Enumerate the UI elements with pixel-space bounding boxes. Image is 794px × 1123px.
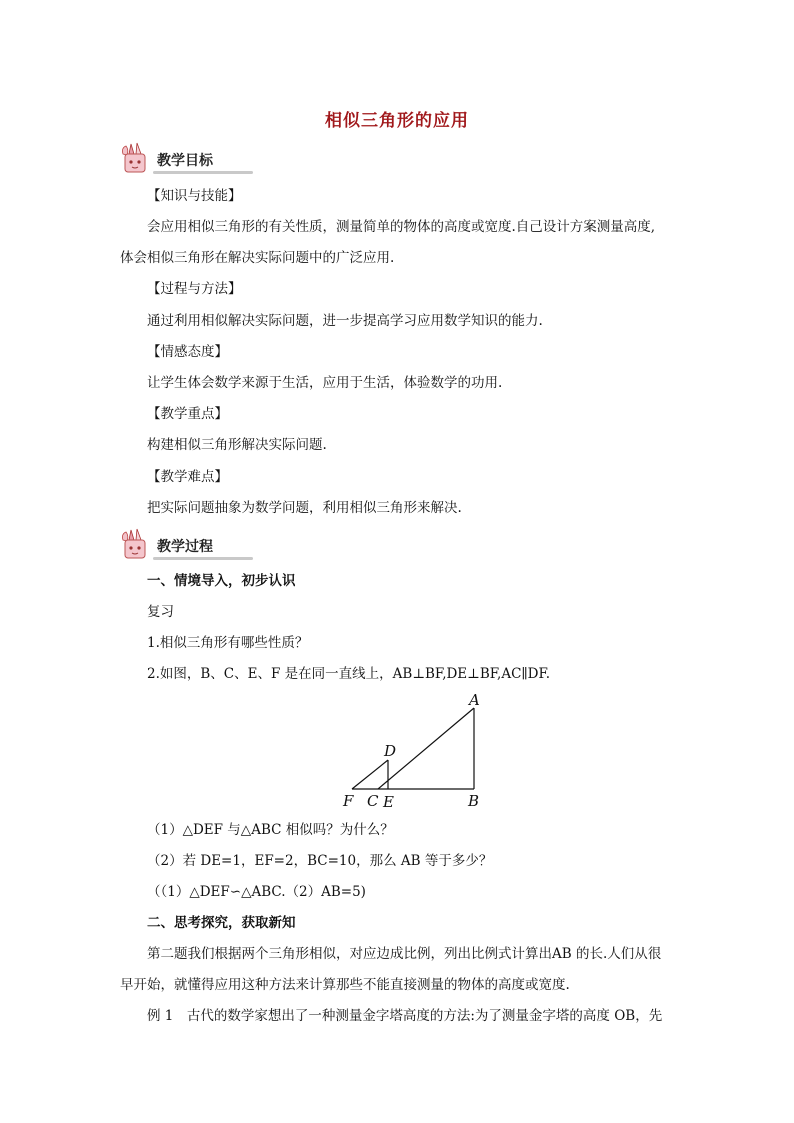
sub-question-2: （2）若 DE=1，EF=2，BC=10，那么 AB 等于多少？ xyxy=(147,853,493,869)
knowledge-line-1: 会应用相似三角形的有关性质，测量简单的物体的高度或宽度.自己设计方案测量高度, xyxy=(147,219,656,235)
triangle-diagram xyxy=(338,690,498,814)
answer-text: （（1）△DEF∽△ABC.（2）AB=5) xyxy=(147,884,366,900)
question-1: 1.相似三角形有哪些性质？ xyxy=(147,635,309,651)
label-e: E xyxy=(383,793,394,811)
section-label-objectives: 教学目标 xyxy=(157,153,213,169)
part1-heading: 一、情境导入，初步认识 xyxy=(147,573,296,589)
pencil-cup-icon xyxy=(117,526,155,562)
label-f: F xyxy=(343,792,354,810)
label-b: B xyxy=(468,792,480,810)
label-a: A xyxy=(469,691,480,709)
process-text: 通过利用相似解决实际问题，进一步提高学习应用数学知识的能力. xyxy=(147,313,543,329)
attitude-heading: 【情感态度】 xyxy=(147,344,228,360)
knowledge-line-2: 体会相似三角形在解决实际问题中的广泛应用. xyxy=(120,250,395,266)
part2-heading: 二、思考探究，获取新知 xyxy=(147,915,296,931)
section-label-process: 教学过程 xyxy=(157,539,213,555)
review-label: 复习 xyxy=(147,604,174,620)
paragraph-line-1: 第二题我们根据两个三角形相似，对应边成比例，列出比例式计算出AB 的长.人们从很 xyxy=(147,946,662,962)
key-heading: 【教学重点】 xyxy=(147,406,228,422)
label-d: D xyxy=(384,742,397,760)
difficulty-heading: 【教学难点】 xyxy=(147,469,228,485)
section-underline xyxy=(153,171,253,174)
difficulty-text: 把实际问题抽象为数学问题，利用相似三角形来解决. xyxy=(147,500,462,516)
question-2: 2.如图，B、C、E、F 是在同一直线上，AB⊥BF,DE⊥BF,AC∥DF. xyxy=(147,666,551,682)
section-header-process xyxy=(117,526,257,562)
pencil-cup-icon xyxy=(117,140,155,176)
paragraph-line-2: 早开始，就懂得应用这种方法来计算那些不能直接测量的物体的高度或宽度. xyxy=(120,977,570,993)
section-underline xyxy=(153,557,253,560)
key-text: 构建相似三角形解决实际问题. xyxy=(147,437,327,453)
process-heading: 【过程与方法】 xyxy=(147,281,242,297)
example-1-line: 例 1 古代的数学家想出了一种测量金字塔高度的方法:为了测量金字塔的高度 OB，先 xyxy=(147,1008,663,1024)
section-header-objectives xyxy=(117,140,257,176)
knowledge-heading: 【知识与技能】 xyxy=(147,188,242,204)
label-c: C xyxy=(367,792,379,810)
sub-question-1: （1）△DEF 与△ABC 相似吗？为什么？ xyxy=(147,822,394,838)
attitude-text: 让学生体会数学来源于生活，应用于生活，体验数学的功用. xyxy=(147,375,503,391)
page-title: 相似三角形的应用 xyxy=(325,111,469,131)
